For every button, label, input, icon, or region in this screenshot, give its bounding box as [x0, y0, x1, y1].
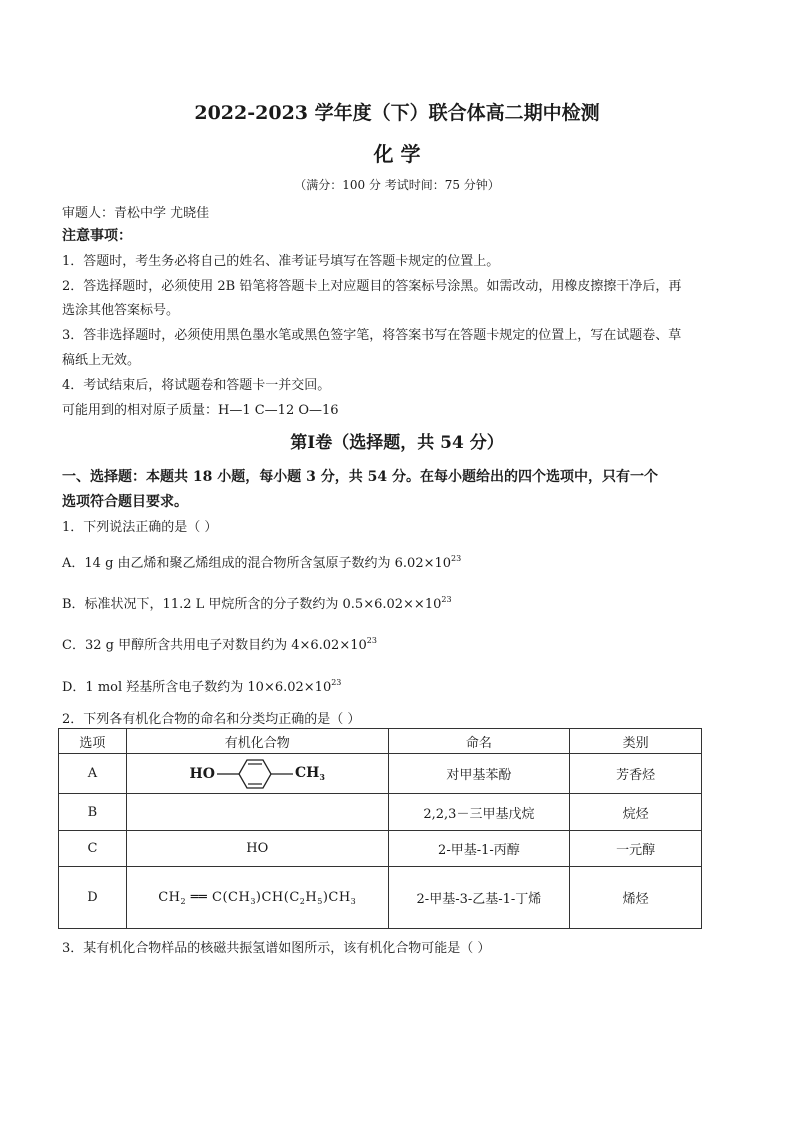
note-2: 2．答选择题时，必须使用 2B 铅笔将答题卡上对应题目的答案标号涂黑。如需改动，用橡皮擦擦干净后，再 — [62, 279, 682, 294]
section-title: 第Ⅰ卷（选择题，共 54 分） — [290, 433, 504, 453]
q2-table — [58, 728, 702, 929]
compound-structure — [126, 794, 388, 831]
reviewer: 审题人：青松中学 尤晓佳 — [62, 206, 210, 221]
note-2-cont: 选涂其他答案标号。 — [62, 303, 180, 318]
benzene-ring-icon — [217, 756, 293, 792]
table-row — [59, 794, 702, 831]
methyl-label: $CH_3$ — [294, 765, 325, 782]
notes-heading: 注意事项： — [62, 228, 132, 244]
row-option: D — [59, 867, 127, 929]
header-compound: 有机化合物 — [126, 729, 388, 754]
row-name: 2,2,3－三甲基戊烷 — [388, 794, 570, 831]
row-name: 对甲基苯酚 — [388, 754, 570, 794]
row-option: A — [59, 754, 127, 794]
row-name: 2-甲基-1-丙醇 — [388, 831, 570, 867]
note-3: 3．答非选择题时，必须使用黑色墨水笔或黑色签字笔，将答案书写在答题卡规定的位置上，写在试题卷、草 — [62, 328, 682, 343]
compound-structure — [126, 754, 388, 794]
compound-structure: HO — [126, 831, 388, 867]
table-row — [59, 867, 702, 929]
q1-stem: 1．下列说法正确的是（ ） — [62, 520, 218, 535]
exam-info: （满分：100 分 考试时间：75 分钟） — [294, 178, 500, 192]
compound-formula: $CH_2$ ══ $C(CH_3)CH(C_2H_5)CH_3$ — [126, 867, 388, 929]
header-name: 命名 — [388, 729, 570, 754]
table-row — [59, 754, 702, 794]
atomic-mass: 可能用到的相对原子质量：H—1 C—12 O—16 — [62, 403, 339, 418]
row-name: 2-甲基-3-乙基-1-丁烯 — [388, 867, 570, 929]
q1-option-a: A．14 g 由乙烯和聚乙烯组成的混合物所含氢原子数约为 $6.02\times 10^{23}$ — [62, 554, 462, 571]
row-category: 烷烃 — [570, 794, 702, 831]
hydroxyl-label: HO — [189, 765, 215, 782]
q2-stem: 2．下列各有机化合物的命名和分类均正确的是（ ） — [62, 712, 361, 727]
table-row — [59, 831, 702, 867]
header-option: 选项 — [59, 729, 127, 754]
subject-title: 化 学 — [373, 142, 421, 166]
section-instruction-1: 一、选择题：本题共 18 小题，每小题 3 分，共 54 分。在每小题给出的四个选项中，只有一个 — [62, 469, 658, 485]
q1-option-d: D．1 mol 羟基所含电子数约为 $10\times 6.02\times 10^{23}$ — [62, 678, 342, 695]
exam-title: 2022-2023 学年度（下）联合体高二期中检测 — [194, 102, 600, 124]
row-category: 芳香烃 — [570, 754, 702, 794]
q1-option-b: B．标准状况下，11.2 L 甲烷所含的分子数约为 $0.5\times 6.02\times\times 10^{23}$ — [62, 595, 452, 612]
row-option: B — [59, 794, 127, 831]
note-4: 4．考试结束后，将试题卷和答题卡一并交回。 — [62, 378, 331, 393]
table-header-row — [59, 729, 702, 754]
q1-option-c: C．32 g 甲醇所含共用电子对数目约为 $4\times 6.02\times 10^{23}$ — [62, 636, 377, 653]
q3-stem: 3．某有机化合物样品的核磁共振氢谱如图所示，该有机化合物可能是（ ） — [62, 941, 491, 956]
row-category: 烯烃 — [570, 867, 702, 929]
note-1: 1．答题时，考生务必将自己的姓名、准考证号填写在答题卡规定的位置上。 — [62, 254, 500, 269]
header-category: 类别 — [570, 729, 702, 754]
row-option: C — [59, 831, 127, 867]
note-3-cont: 稿纸上无效。 — [62, 353, 141, 368]
section-instruction-2: 选项符合题目要求。 — [62, 494, 188, 510]
row-category: 一元醇 — [570, 831, 702, 867]
